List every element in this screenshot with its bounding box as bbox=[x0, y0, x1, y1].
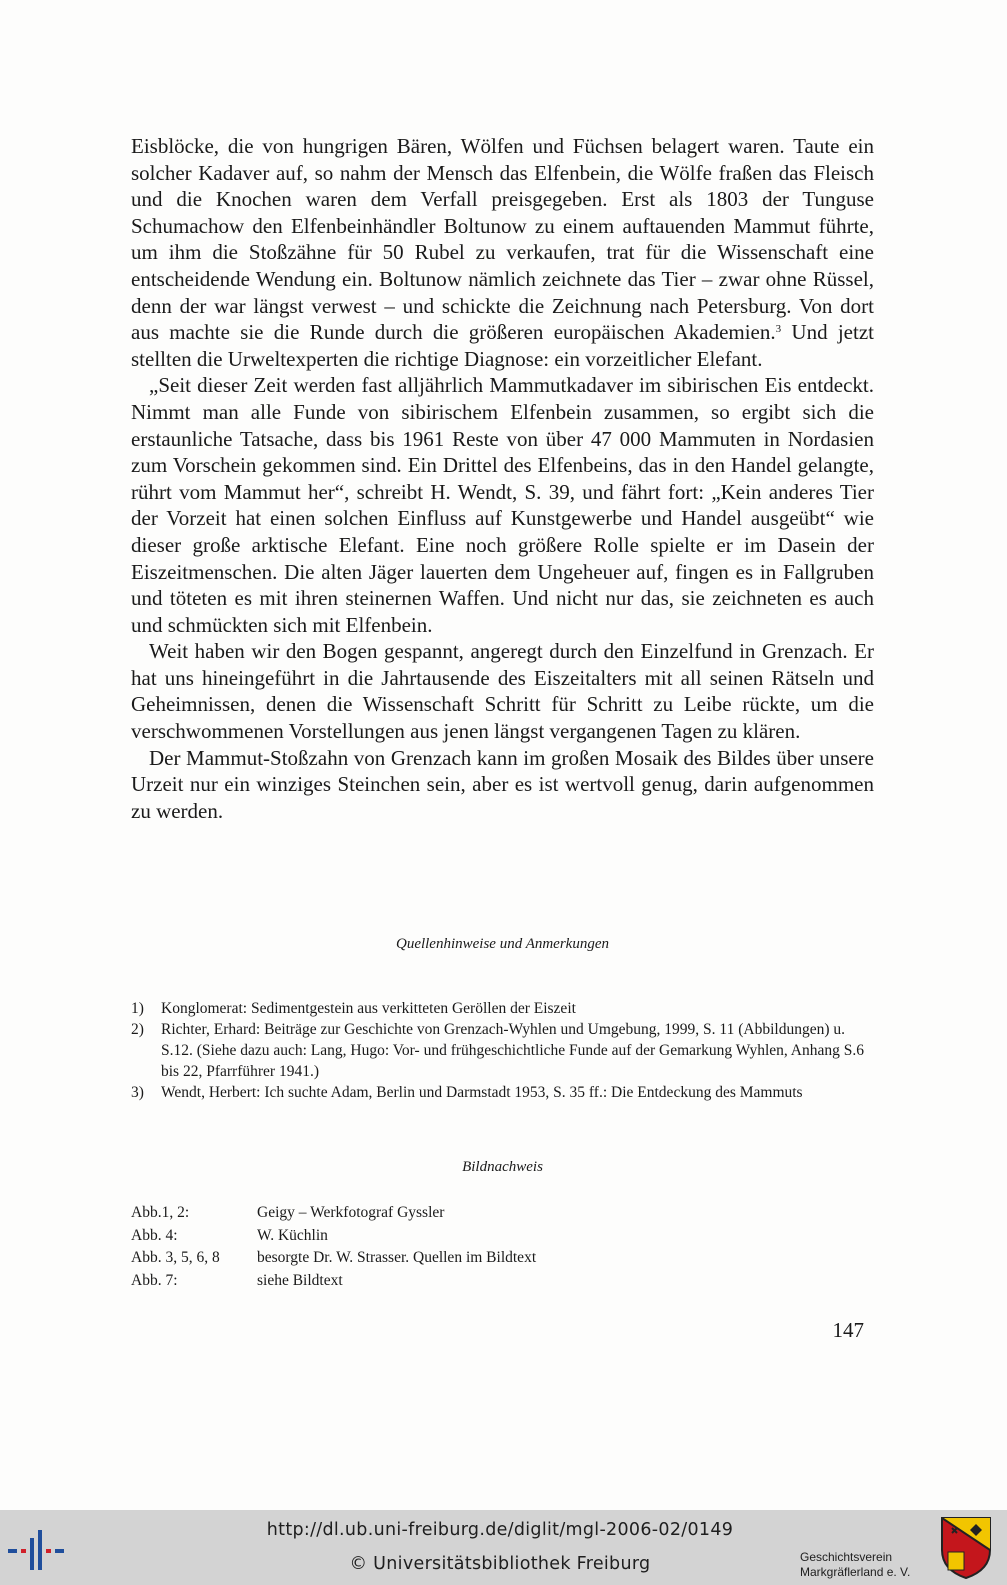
paragraph: „Seit dieser Zeit werden fast alljährlich Mammutkadaver im sibirischen Eis entdeckt. Nimmt man alle Funde von sibirischem Elfenbein zusammen, so ergibt sich die erstaunliche Tatsache, dass bis 1961 Reste von über 47 000 Mammuten in Nordasien zum Vorschein gekommen sind. Ein Drittel des Elfenbeins, das in den Handel gelangte, rührt vom Mammut her“, schreibt H. Wendt, S. 39, und fährt fort: „Kein anderes Tier der Vorzeit hat einen solchen Einfluss auf Kunstgewerbe und Handel ausgeübt“ wie dieser große arktische Elefant. Eine noch größere Rolle spielte er im Dasein der Eiszeitmenschen. Die alten Jäger lauerten dem Ungeheuer auf, fingen es in Fallgruben und töteten es mit ihren steinernen Waffen. Und nicht nur das, sie zeichneten es auch und schmückten sich mit Elfenbein. bbox=[131, 373, 874, 637]
society-line: Markgräflerland e. V. bbox=[800, 1565, 911, 1579]
permalink-url[interactable]: http://dl.ub.uni-freiburg.de/diglit/mgl-2006-02/0149 bbox=[266, 1520, 734, 1540]
picture-credits bbox=[131, 1202, 536, 1292]
digital-library-logo-icon[interactable] bbox=[6, 1530, 66, 1572]
credit-row bbox=[131, 1247, 536, 1270]
credit-value: Geigy – Werkfotograf Gyssler bbox=[257, 1204, 445, 1221]
sources-heading: Quellenhinweise und Anmerkungen bbox=[395, 936, 609, 952]
paragraph-text: Eisblöcke, die von hungrigen Bären, Wölfen und Füchsen belagert waren. Taute ein solcher Kadaver auf, so nahm der Mensch das Elfenbein, die Wölfe fraßen das Fleisch und die Knochen waren dem Verfall preisgegeben. Erst als 1803 der Tunguse Schumachow den Elfenbeinhändler Boltunow zu einem auftauenden Mammut führte, um ihm die Stoßzähne für 50 Rubel zu verkaufen, trat für die Wissenschaft eine entscheidende Wendung ein. Boltunow nämlich zeichnete das Tier – zwar ohne Rüssel, denn der war längst verwest – und schickte die Zeichnung nach Petersburg. Von dort aus machte sie die Runde durch die größeren europäischen Akademien. bbox=[131, 134, 874, 345]
paragraph: Weit haben wir den Bogen gespannt, angeregt durch den Einzelfund in Grenzach. Er hat uns hineingeführt in die Jahrtausende des Eiszeitalters mit all seinen Rätseln und Geheimnissen, denen die Wissenschaft Schritt für Schritt zu Leibe rückte, um die verschwommenen Vorstellungen aus jenen längst vergangenen Tagen zu klären. bbox=[131, 639, 874, 744]
page-number: 147 bbox=[832, 1318, 864, 1342]
society-crest-icon[interactable] bbox=[940, 1516, 992, 1580]
credit-label: Abb. 7: bbox=[131, 1271, 178, 1289]
society-line: Geschichtsverein bbox=[800, 1550, 893, 1564]
credit-label: Abb. 3, 5, 6, 8 bbox=[131, 1249, 220, 1266]
credits-heading: Bildnachweis bbox=[462, 1159, 543, 1175]
credit-label: Abb. 4: bbox=[131, 1226, 178, 1244]
credit-value: besorgte Dr. W. Strasser. Quellen im Bildtext bbox=[257, 1249, 537, 1266]
credit-label: Abb.1, 2: bbox=[131, 1204, 190, 1221]
credit-value: W. Küchlin bbox=[257, 1226, 328, 1244]
footnote-item bbox=[131, 1082, 874, 1103]
footnote-item bbox=[131, 1019, 874, 1082]
footnote-number: 1) bbox=[131, 1000, 144, 1017]
footnote-item bbox=[131, 998, 874, 1019]
body-text bbox=[131, 133, 874, 824]
credit-row bbox=[131, 1202, 536, 1225]
footnote-reference: 3 bbox=[775, 323, 782, 336]
credit-value: siehe Bildtext bbox=[257, 1271, 343, 1289]
footnote-text: Wendt, Herbert: Ich suchte Adam, Berlin und Darmstadt 1953, S. 35 ff.: Die Entdeckung des Mammuts bbox=[161, 1084, 803, 1101]
footnote-number: 3) bbox=[131, 1084, 144, 1101]
paragraph-text: Und jetzt stellten die Urweltexperten die richtige Diagnose: ein vorzeitlicher Elefant. bbox=[131, 320, 874, 371]
society-name bbox=[800, 1550, 930, 1580]
footnote-text: Richter, Erhard: Beiträge zur Geschichte von Grenzach-Wyhlen und Umgebung, 1999, S. 11 (Abbildungen) u. S.12. (Siehe dazu auch: Lang, Hugo: Vor- und frühgeschichtliche Funde auf der Gemarkung Wyhlen, Anhang S.6 bis 22, Pfarrführer 1941.) bbox=[161, 1021, 864, 1080]
credit-row bbox=[131, 1270, 536, 1293]
copyright-text: © Universitätsbibliothek Freiburg bbox=[349, 1554, 651, 1574]
footer-bar bbox=[0, 1510, 1007, 1585]
footnote-text: Konglomerat: Sedimentgestein aus verkitteten Geröllen der Eiszeit bbox=[161, 1000, 576, 1017]
footnotes-list bbox=[131, 998, 874, 1103]
paragraph bbox=[131, 133, 874, 372]
credit-row bbox=[131, 1225, 536, 1248]
paragraph: Der Mammut-Stoßzahn von Grenzach kann im großen Mosaik des Bildes über unsere Urzeit nur ein winziges Steinchen sein, aber es ist wertvoll genug, darin aufgenommen zu werden. bbox=[131, 745, 874, 823]
footnote-number: 2) bbox=[131, 1021, 144, 1038]
